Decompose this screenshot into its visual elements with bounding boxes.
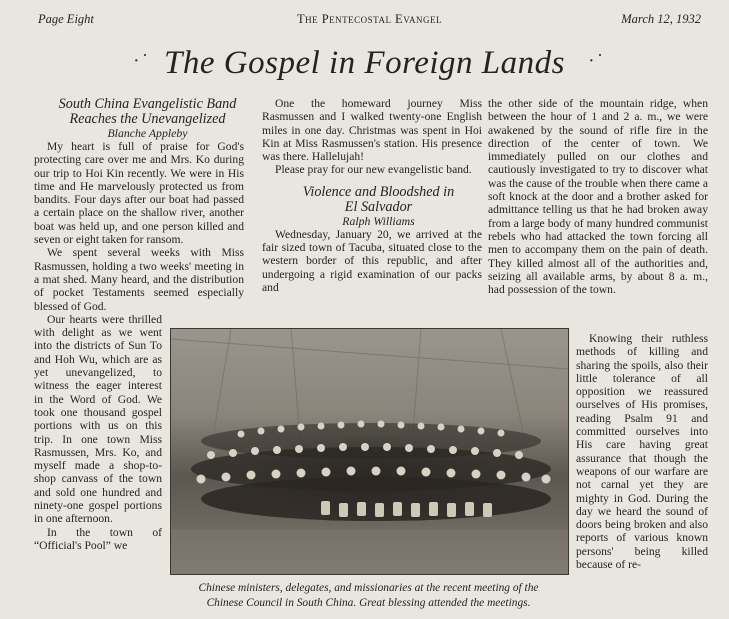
article-1-headline-2: Reaches the Unevangelized	[69, 111, 226, 127]
article-2-headline-2: El Salvador	[344, 198, 413, 215]
article-1-byline: Blanche Appleby	[107, 126, 188, 140]
column-3	[488, 97, 708, 296]
running-head	[38, 12, 701, 30]
caption-line-1: Chinese ministers, delegates, and missionaries at the recent meeting of the	[198, 582, 539, 594]
column-2	[262, 97, 482, 294]
photo-illustration	[171, 329, 568, 574]
article-2-headline-1: Violence and Bloodshed in	[302, 183, 455, 200]
article-1-paragraph: Our hearts were thrilled with delight as we went into the districts of Sun To and Hoh Wu, which are as yet unevangelized, to witness the eager interest in the Word of God. We took one thousand gospel portions with us on this trip. In one town Miss Rasmussen, Mrs. Ko, and myself made a shop-to-shop canvass of the town and sold one hundred and ninety-one gospel portions in one afternoon.	[34, 312, 162, 526]
group-photo	[170, 328, 569, 575]
article-1-continued: One the homeward journey Miss Rasmussen and I walked twenty-one English miles in one day. Christmas was spent in Hoi Kin at Miss Rasmussen's station. His presence was there. Hallelujah!	[262, 97, 482, 164]
article-1-headline-1: South China Evangelistic Band	[58, 96, 237, 112]
ornament-right: ·˙	[588, 50, 606, 72]
publication-name: The Pentecostal Evangel	[296, 12, 443, 26]
article-1-paragraph: My heart is full of praise for God's protecting care over me and Mrs. Ko during our trip to Hoi Kin recently. We were in His time and He marvelously protected us from bandits. Four days after our boat had passed a certain place on the shallow river, another boat was held up, and one person killed and seven or eight taken for ransom.	[34, 140, 244, 247]
issue-date: March 12, 1932	[621, 12, 701, 26]
column-3-narrow	[576, 332, 708, 571]
section-masthead	[0, 38, 729, 88]
photo-caption	[166, 581, 571, 611]
section-title: The Gospel in Foreign Lands	[164, 45, 565, 81]
caption-line-2: Chinese Council in South China. Great blessing attended the meetings.	[206, 597, 531, 609]
ornament-left: ·˙	[133, 50, 151, 72]
article-1-continued: Please pray for our new evangelistic band.	[275, 163, 472, 177]
article-2-paragraph: Knowing their ruthless methods of killing and sharing the spoils, also their little tolerance of all opposition we reassured ourselves of His promises, reading Psalm 91 and committed ourselves into His care having great assurance that though the weapons of our warfare are not carnal yet they are mighty in God. During the day we heard the sound of doors being broken and also reports of various known persons' being killed because of re-	[576, 332, 708, 572]
column-1	[34, 96, 244, 552]
article-1-paragraph: In the town of “Official's Pool” we	[34, 525, 162, 552]
article-2-byline: Ralph Williams	[342, 213, 415, 228]
article-2-paragraph: the other side of the mountain ridge, when between the hour of 1 and 2 a. m., we were awakened by the sound of rifle fire in the direction of the center of town. We immediately pulled on our clothes and cautiously investigated to try to discover what was the cause of the trouble when there came a soft knock at the door and a brother asked for admittance telling us that he had broken away from a large body of many hundred communist rebels who had attacked the town forcing all men to accompany them on the pain of death. They killed almost all of the authorities and, seizing all available arms, by about 8 a. m., had possession of the town.	[488, 97, 708, 297]
page-label: Page Eight	[38, 12, 94, 26]
article-1-paragraph: We spent several weeks with Miss Rasmussen, holding a two weeks' meeting in a mat shed. Many heard, and the distribution of pocket Testaments seemed especially blessed of God.	[34, 246, 244, 313]
article-2-paragraph: Wednesday, January 20, we arrived at the fair sized town of Tacuba, situated close to the western border of this republic, and after undergoing a rigid examination of our packs and	[262, 227, 482, 294]
